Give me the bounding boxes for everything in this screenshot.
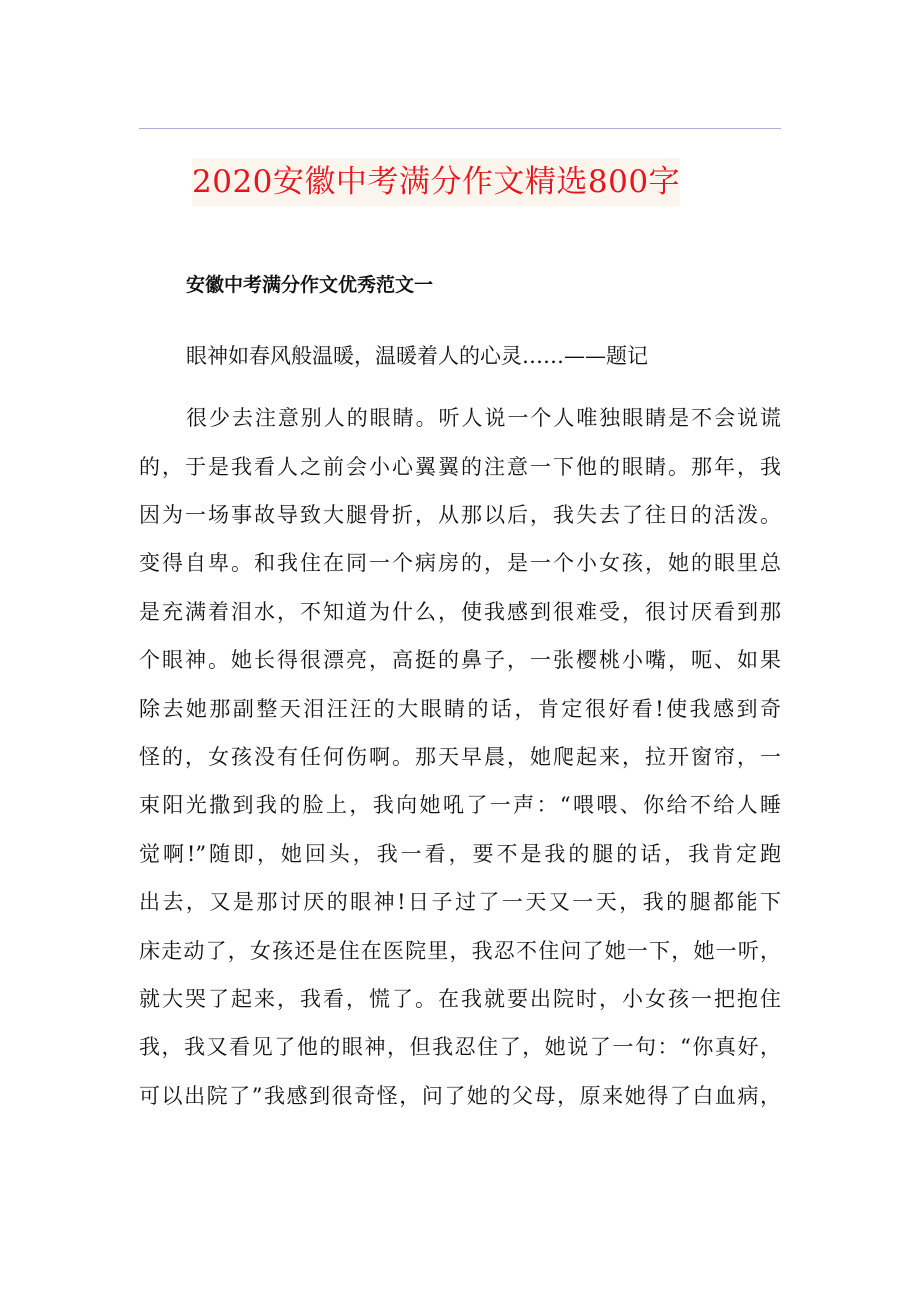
body-line: 觉啊!”随即，她回头，我一看，要不是我的腿的话，我肯定跑	[139, 842, 781, 866]
body-line: 我，我又看见了他的眼神，但我忍住了，她说了一句：“你真好，	[139, 1035, 781, 1059]
body-line: 是充满着泪水，不知道为什么，使我感到很难受，很讨厌看到那	[139, 600, 781, 624]
body-line: 因为一场事故导致大腿骨折，从那以后，我失去了往日的活泼。	[139, 503, 781, 527]
body-line: 就大哭了起来，我看，慌了。在我就要出院时，小女孩一把抱住	[139, 987, 781, 1011]
body-line: 床走动了，女孩还是住在医院里，我忍不住问了她一下，她一听，	[139, 939, 781, 963]
body-line: 怪的，女孩没有任何伤啊。那天早晨，她爬起来，拉开窗帘，一	[139, 745, 781, 769]
section-heading: 安徽中考满分作文优秀范文一	[186, 274, 434, 296]
body-line: 很少去注意别人的眼睛。听人说一个人唯独眼睛是不会说谎	[186, 406, 781, 430]
body-line: 束阳光撒到我的脸上，我向她吼了一声：“喂喂、你给不给人睡	[139, 793, 781, 817]
body-line: 变得自卑。和我住在同一个病房的，是一个小女孩，她的眼里总	[139, 551, 781, 575]
epigraph: 眼神如春风般温暖，温暖着人的心灵……——题记	[186, 344, 648, 368]
body-line: 个眼神。她长得很漂亮，高挺的鼻子，一张樱桃小嘴，呃、如果	[139, 648, 781, 672]
body-line: 除去她那副整天泪汪汪的大眼睛的话，肯定很好看!使我感到奇	[139, 697, 781, 721]
body-line: 的，于是我看人之前会小心翼翼的注意一下他的眼睛。那年，我	[139, 455, 781, 479]
document-title: 2020安徽中考满分作文精选800字	[192, 158, 680, 206]
header-divider	[139, 128, 781, 129]
body-line: 可以出院了”我感到很奇怪，问了她的父母，原来她得了白血病，	[139, 1084, 781, 1108]
body-line: 出去，又是那讨厌的眼神!日子过了一天又一天，我的腿都能下	[139, 890, 781, 914]
